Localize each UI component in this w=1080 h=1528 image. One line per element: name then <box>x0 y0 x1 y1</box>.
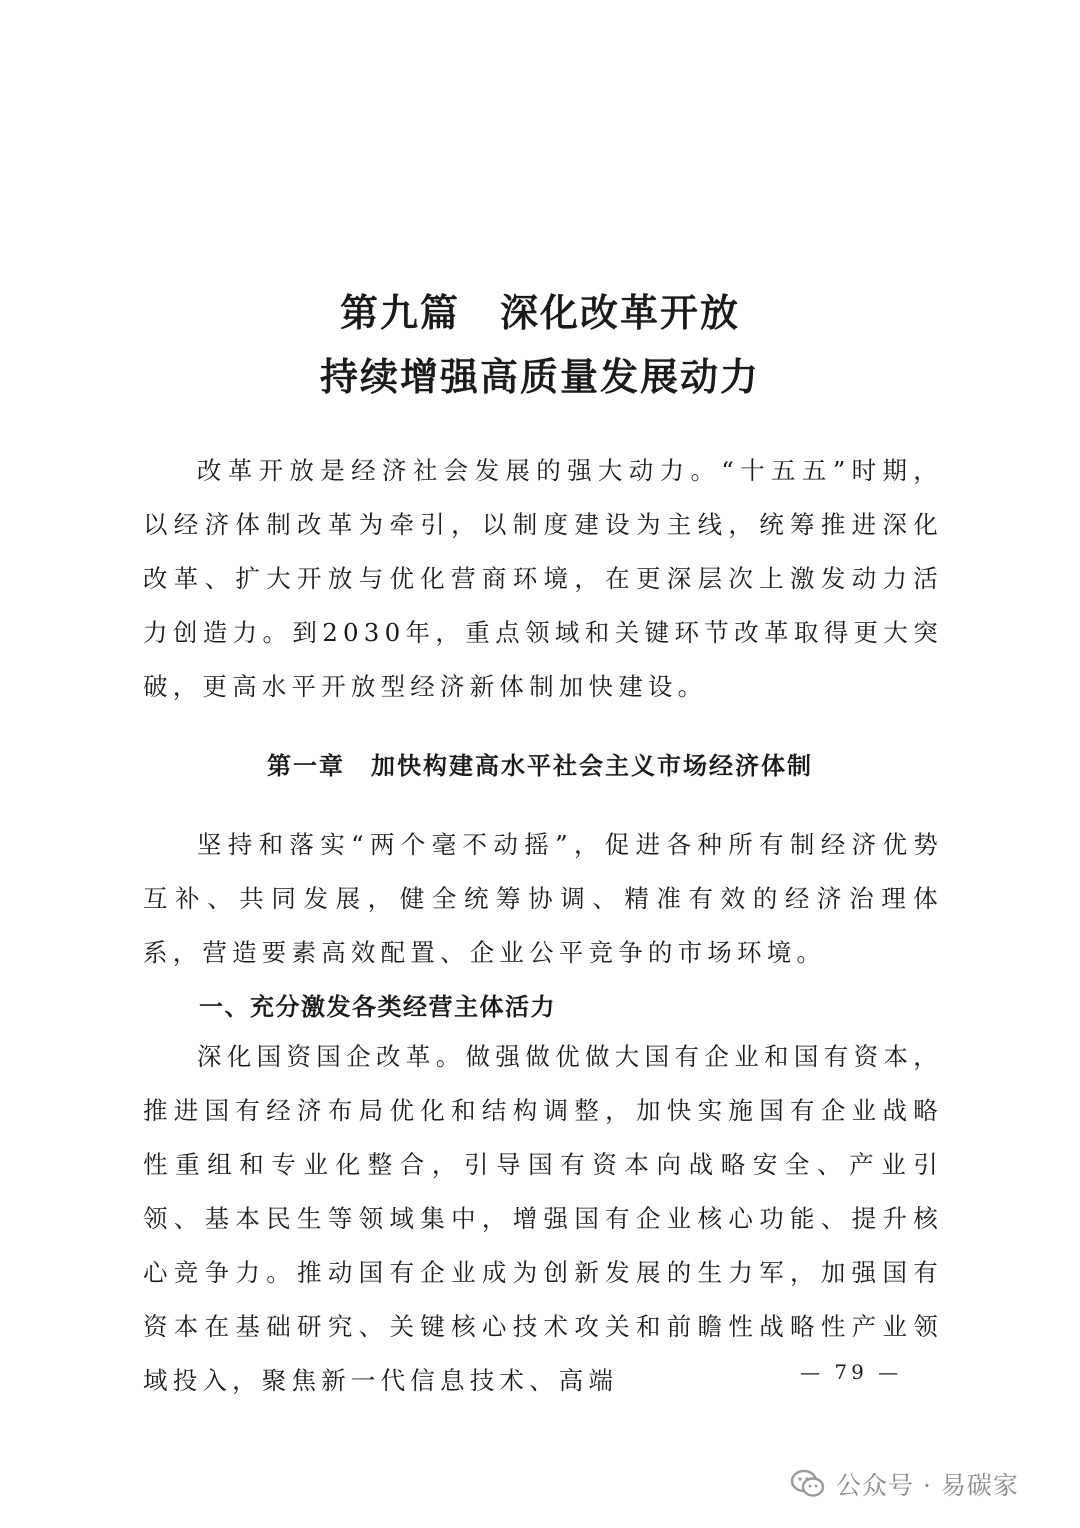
section-lead: 深化国资国企改革。 <box>196 1042 466 1071</box>
part-number: 第九篇 <box>339 290 460 335</box>
section-text: 做强做优做大国有企业和国有资本，推进国有经济布局优化和结构调整，加快实施国有企业战略性重组和专业化整合，引导国有资本向战略安全、产业引领、基本民生等领域集中，增强国有企业核心功能、提升核心竞争力。推动国有企业成为创新发展的生力军，加强国有资本在基础研究、关键核心技术攻关和前瞻性战略性产业领域投入，聚焦新一代信息技术、高端 <box>143 1042 943 1395</box>
chapter-paragraph: 坚持和落实“两个毫不动摇”，促进各种所有制经济优势互补、共同发展，健全统筹协调、精准有效的经济治理体系，营造要素高效配置、企业公平竞争的市场环境。 <box>143 830 943 967</box>
section-heading: 一、充分激发各类经营主体活力 <box>199 993 556 1021</box>
intro-paragraph: 改革开放是经济社会发展的强大动力。“十五五”时期，以经济体制改革为牵引，以制度建设为主线，统筹推进深化改革、扩大开放与优化营商环境，在更深层次上激发动力活力创造力。到2030年，重点领域和关键环节改革取得更大突破，更高水平开放型经济新体制加快建设。 <box>143 456 943 701</box>
chapter-block <box>143 818 943 980</box>
chapter-title <box>0 746 1080 781</box>
chapter-name: 加快构建高水平社会主义市场经济体制 <box>371 752 813 780</box>
part-title-line2: 持续增强高质量发展动力 <box>319 354 760 399</box>
watermark <box>790 1464 1019 1504</box>
intro-block <box>143 444 943 714</box>
part-title-line1 <box>0 282 1080 337</box>
page-number: — 79 — <box>800 1360 903 1384</box>
part-title-text: 深化改革开放 <box>500 290 741 335</box>
section-block <box>143 1030 943 1408</box>
section-paragraph <box>143 1030 943 1408</box>
chapter-number: 第一章 <box>267 752 345 780</box>
watermark-text: 公众号 · 易碳家 <box>836 1471 1019 1500</box>
wechat-icon <box>790 1468 826 1500</box>
